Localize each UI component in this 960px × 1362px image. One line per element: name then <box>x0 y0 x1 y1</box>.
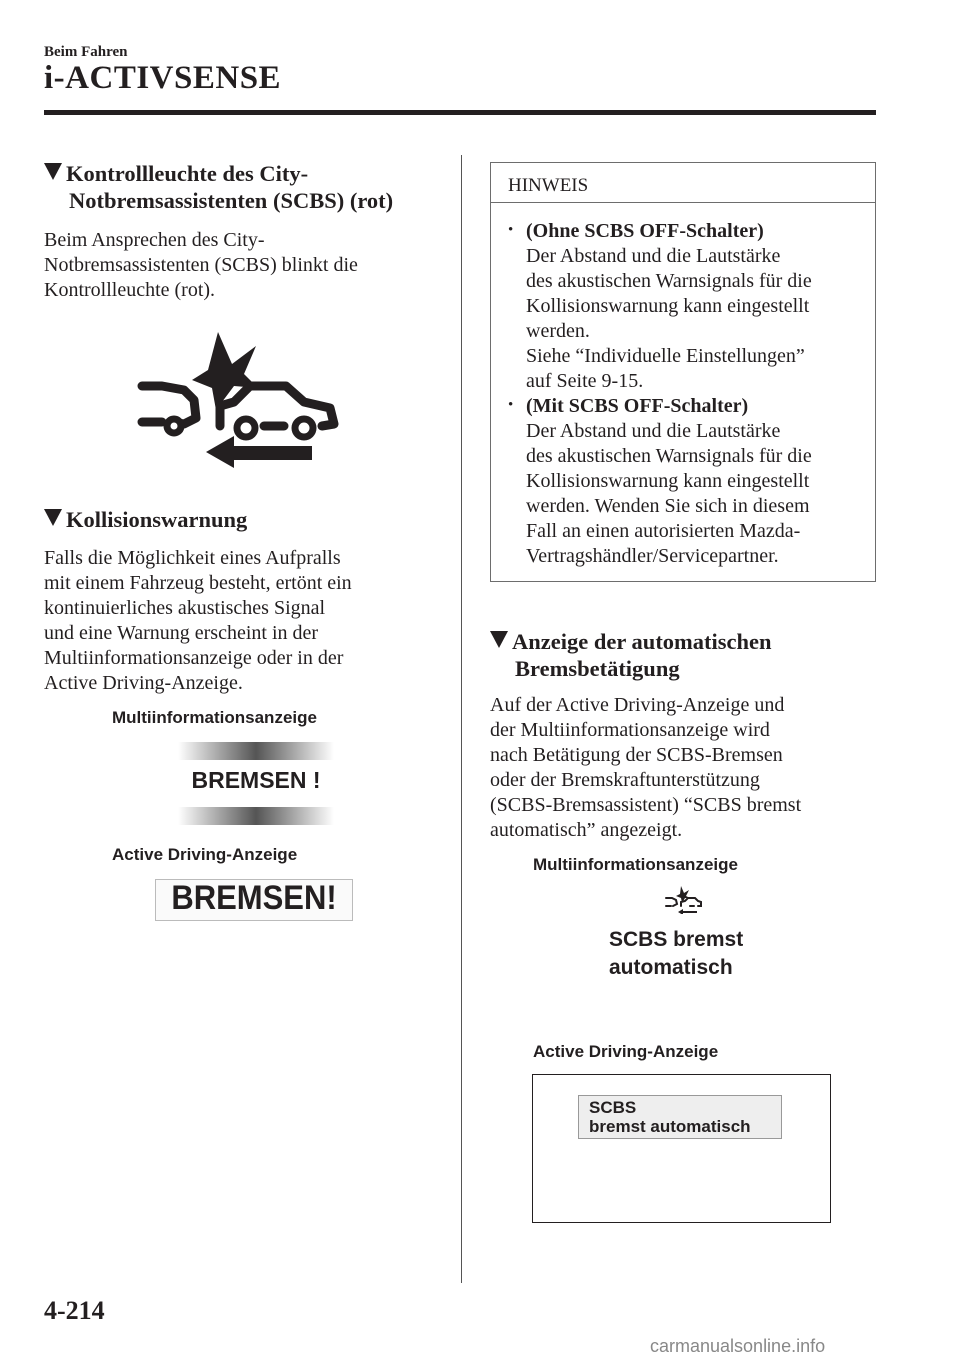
column-divider <box>461 155 462 1283</box>
caption-multi-info-display: Multiinformationsanzeige <box>112 708 317 727</box>
note-item-without-switch: • (Ohne SCBS OFF-Schalter) Der Abstand und die Lautstärke des akustischen Warnsignals für die Kollisionswarnung kann eingestellt werden. Siehe “Individuelle Einstellungen” auf Seite 9-15. <box>508 220 812 392</box>
heading-triangle-icon <box>44 163 62 180</box>
caption-active-driving-display-2: Active Driving-Anzeige <box>533 1042 719 1061</box>
bullet: • <box>508 397 514 413</box>
caption-multi-info-display-2: Multiinformationsanzeige <box>533 855 738 874</box>
scbs-message-line1: SCBS bremst <box>609 928 744 951</box>
paragraph-collision-warning: Falls die Möglichkeit eines Aufpralls mit einem Fahrzeug besteht, ertönt ein kontinuierliches akustisches Signal und eine Warnung erscheint in der Multiinformationsanzeige oder in der Active Driving-Anzeige. <box>44 547 352 694</box>
adv-brake-warning-text: BREMSEN! <box>171 878 337 917</box>
note-divider <box>490 202 876 203</box>
arrow-shape <box>206 436 312 468</box>
adv-message-line1: SCBS <box>589 1098 637 1117</box>
page-number: 4-214 <box>44 1296 105 1325</box>
watermark: carmanualsonline.info <box>650 1336 826 1356</box>
note-item-with-switch: • (Mit SCBS OFF-Schalter) Der Abstand und die Lautstärke des akustischen Warnsignals für die Kollisionswarnung kann eingestellt werden. Wenden Sie sich in diesem Fall an einen autorisierten Mazda- Vertragshändler/Servicepartner. <box>508 395 812 567</box>
heading-triangle-icon <box>44 509 62 526</box>
brake-warning-text: BREMSEN ! <box>191 767 321 793</box>
gradient-bar-top <box>178 742 334 760</box>
note-title: HINWEIS <box>508 175 589 196</box>
scbs-small-icon <box>664 886 702 914</box>
heading-scbs-warning-light: Kontrollleuchte des City- Notbremsassistenten (SCBS) (rot) <box>44 160 454 214</box>
paragraph-automatic-brake-display: Auf der Active Driving-Anzeige und der Multiinformationsanzeige wird nach Betätigung der SCBS-Bremsen oder der Bremskraftunterstützung (SCBS-Bremsassistent) “SCBS bremst automatisch” angezeigt. <box>490 694 802 841</box>
heading-collision-warning: Kollisionswarnung <box>44 506 454 533</box>
paragraph-scbs-warning-light: Beim Ansprechen des City- Notbremsassistenten (SCBS) blinkt die Kontrollleuchte (rot). <box>44 229 358 301</box>
scbs-message-line2: automatisch <box>609 956 733 979</box>
gradient-bar-bottom <box>178 807 334 825</box>
scbs-warning-icon <box>134 330 344 470</box>
bullet: • <box>508 222 514 238</box>
heading-automatic-brake-display: Anzeige der automatischen Bremsbetätigung <box>490 628 890 682</box>
header-rule <box>44 110 876 115</box>
caption-active-driving-display: Active Driving-Anzeige <box>112 845 298 864</box>
section-label: Beim Fahren <box>44 44 128 60</box>
adv-message-line2: bremst automatisch <box>589 1117 751 1136</box>
section-title: i-ACTIVSENSE <box>44 60 282 96</box>
starburst-shape <box>192 332 258 410</box>
heading-triangle-icon <box>490 631 508 648</box>
